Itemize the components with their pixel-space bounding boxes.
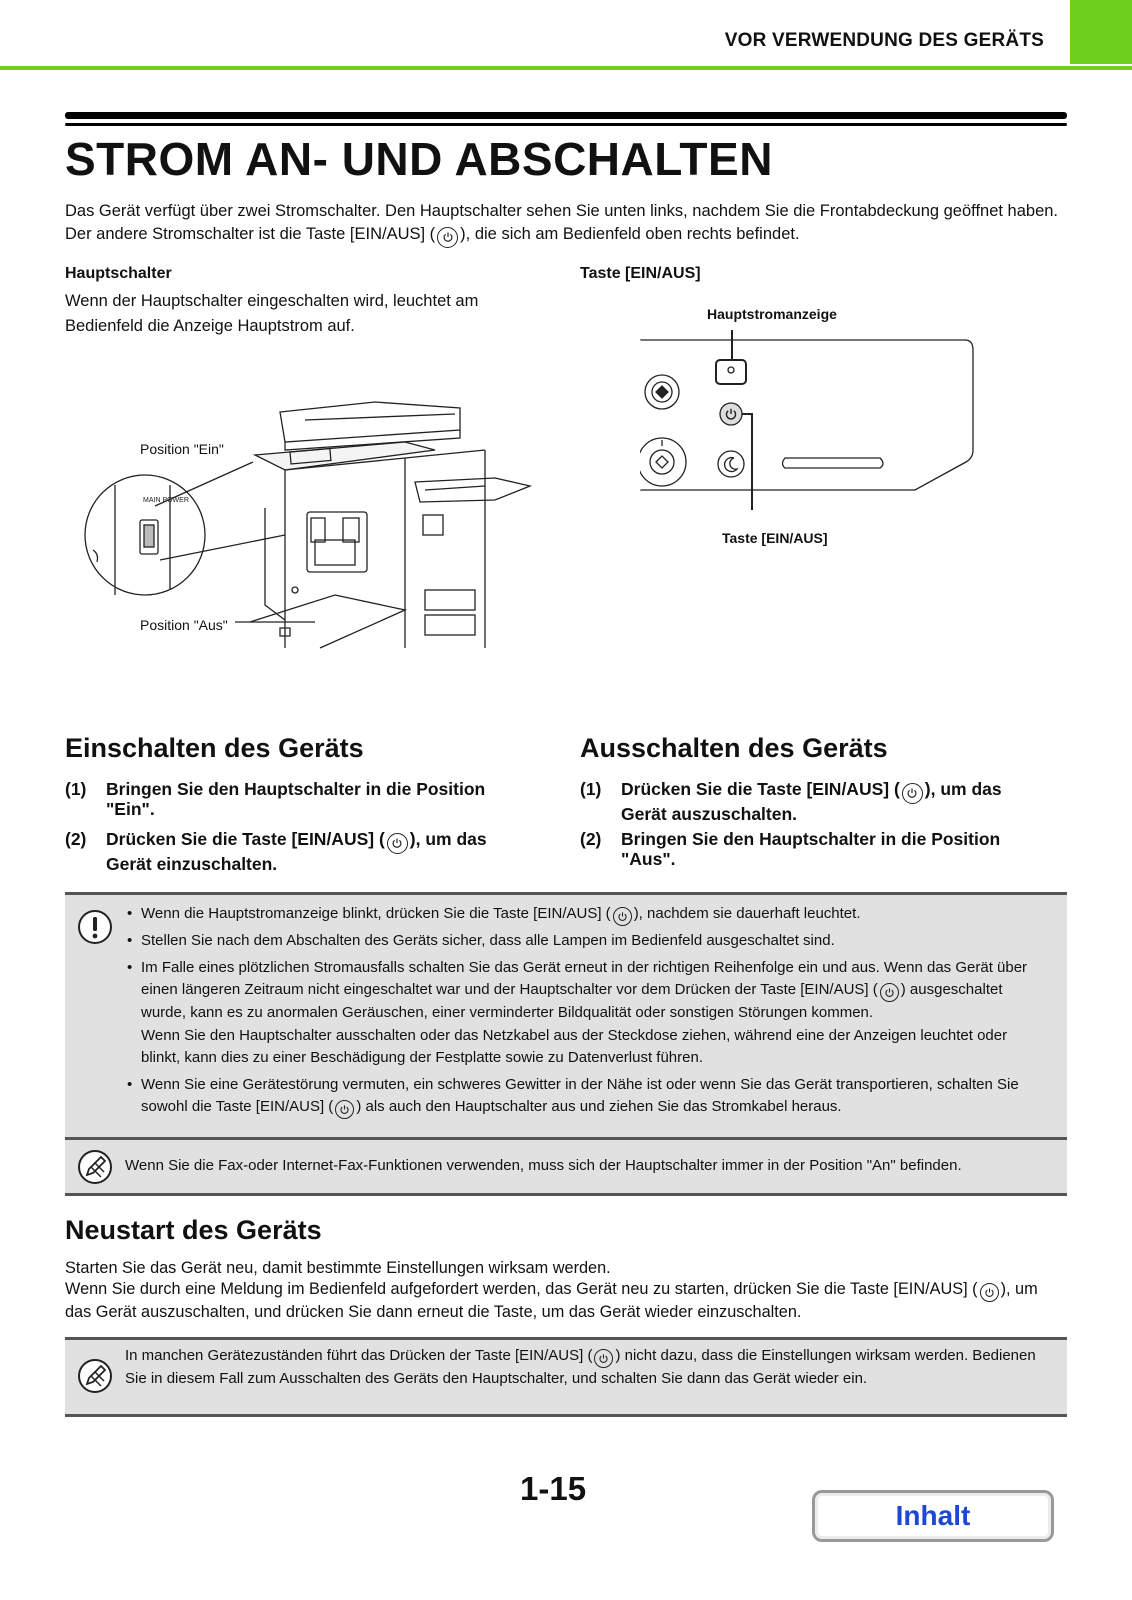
page-number: 1-15 [520,1470,587,1507]
section-header: VOR VERWENDUNG DES GERÄTS [724,30,1044,51]
power-key-heading: Taste [EIN/AUS] [580,265,701,282]
list-item: • Stellen Sie nach dem Abschalten des Geräts sicher, dass alle Lampen im Bedienfeld ausgeschaltet sind. [125,930,1050,953]
switch-off-heading: Ausschalten des Geräts [580,733,888,763]
switch-on-heading: Einschalten des Geräts [65,733,364,763]
list-item: • Wenn die Hauptstromanzeige blinkt, drücken Sie die Taste [EIN/AUS] ( ), nachdem sie dauerhaft leuchtet. [125,903,1050,926]
list-item: • Im Falle eines plötzlichen Stromausfalls schalten Sie das Gerät erneut in der richtigen Reihenfolge ein und aus. Wenn das Gerät über einen längeren Zeitraum nicht eingeschaltet war und der Hauptschalter vor dem Drücken der Taste [EIN/AUS] ( ) ausgeschaltet wurde, kann es zu anormalen Geräuschen, einer verminderter Bildqualität oder sonstigen Störungen kommen. Wenn Sie den Hauptschalter ausschalten oder das Netzkabel aus der Steckdose ziehen, während eine der Anzeigen leuchtet oder blinkt, kann dies zu einer Beschädigung der Festplatte sowie zu Datenverlust führen. [125,957,1050,1070]
main-switch-text: Wenn der Hauptschalter eingeschalten wird, leuchtet am Bedienfeld die Anzeige Hauptstrom auf. [65,292,479,335]
power-icon [980,1283,999,1302]
power-icon [880,983,899,1002]
main-power-indicator-label: Hauptstromanzeige [707,306,837,322]
title-rule-thick [65,112,1067,119]
restart-text: Starten Sie das Gerät neu, damit bestimmte Einstellungen wirksam werden. Wenn Sie durch eine Meldung im Bedienfeld aufgefordert werden, das Gerät neu zu starten, drücken Sie die Taste [EIN/AUS] ( ), um das Gerät auszuschalten, und drücken Sie dann erneut die Taste, um das Gerät wieder einzuschalten. [65,1259,1038,1321]
title-rule-thin [65,123,1067,126]
power-icon [335,1100,354,1119]
toc-button[interactable]: Inhalt [812,1490,1054,1542]
page-title: STROM AN- UND ABSCHALTEN [65,133,773,185]
switch-off-step-2: (2) Bringen Sie den Hauptschalter in die Position "Aus". [580,829,1001,869]
power-icon [437,227,458,248]
main-switch-heading: Hauptschalter [65,265,172,282]
note-pencil-icon [77,1358,113,1394]
control-panel-illustration [640,330,985,510]
section-tab [1070,0,1132,64]
switch-on-step-1: (1) Bringen Sie den Hauptschalter in die Position "Ein". [65,779,486,819]
header-rule [0,66,1132,70]
main-power-switch-label: MAIN POWER [143,497,189,504]
caution-list [125,903,1050,1123]
switch-on-step-2: (2) Drücken Sie die Taste [EIN/AUS] ( ), um das Gerät einzuschalten. [65,829,487,874]
power-icon [387,833,408,854]
list-item: • Wenn Sie eine Gerätestörung vermuten, ein schweres Gewitter in der Nähe ist oder wenn Sie das Gerät transportieren, schalten Sie sowohl die Taste [EIN/AUS] ( ) als auch den Hauptschalter aus und ziehen Sie das Stromkabel heraus. [125,1074,1050,1120]
note-restart-text: In manchen Gerätezuständen führt das Drücken der Taste [EIN/AUS] ( ) nicht dazu, dass die Einstellungen wirksam werden. Bedienen Sie in diesem Fall zum Ausschalten des Geräts den Hauptschalter, und schalten Sie dann das Gerät wieder ein. [125,1347,1036,1387]
power-key-label: Taste [EIN/AUS] [722,530,828,546]
position-off-label: Position "Aus" [140,617,228,633]
power-icon [613,907,632,926]
note-fax-text: Wenn Sie die Fax-oder Internet-Fax-Funktionen verwenden, muss sich der Hauptschalter immer in der Position "An" befinden. [125,1157,962,1174]
caution-box [65,892,1067,1140]
note-box-restart [65,1337,1067,1417]
machine-illustration [75,390,545,655]
note-pencil-icon [77,1149,113,1185]
intro-text: Das Gerät verfügt über zwei Stromschalter. Den Hauptschalter sehen Sie unten links, nachdem Sie die Frontabdeckung geöffnet haben. Der andere Stromschalter ist die Taste [EIN/AUS] ( ), die sich am Bedienfeld oben rechts befindet. [65,200,1075,248]
power-icon [594,1349,613,1368]
restart-heading: Neustart des Geräts [65,1215,322,1245]
position-on-label: Position "Ein" [140,441,224,457]
caution-icon [77,909,113,945]
note-box-fax [65,1140,1067,1196]
power-icon [902,783,923,804]
switch-off-step-1: (1) Drücken Sie die Taste [EIN/AUS] ( ), um das Gerät auszuschalten. [580,779,1002,824]
